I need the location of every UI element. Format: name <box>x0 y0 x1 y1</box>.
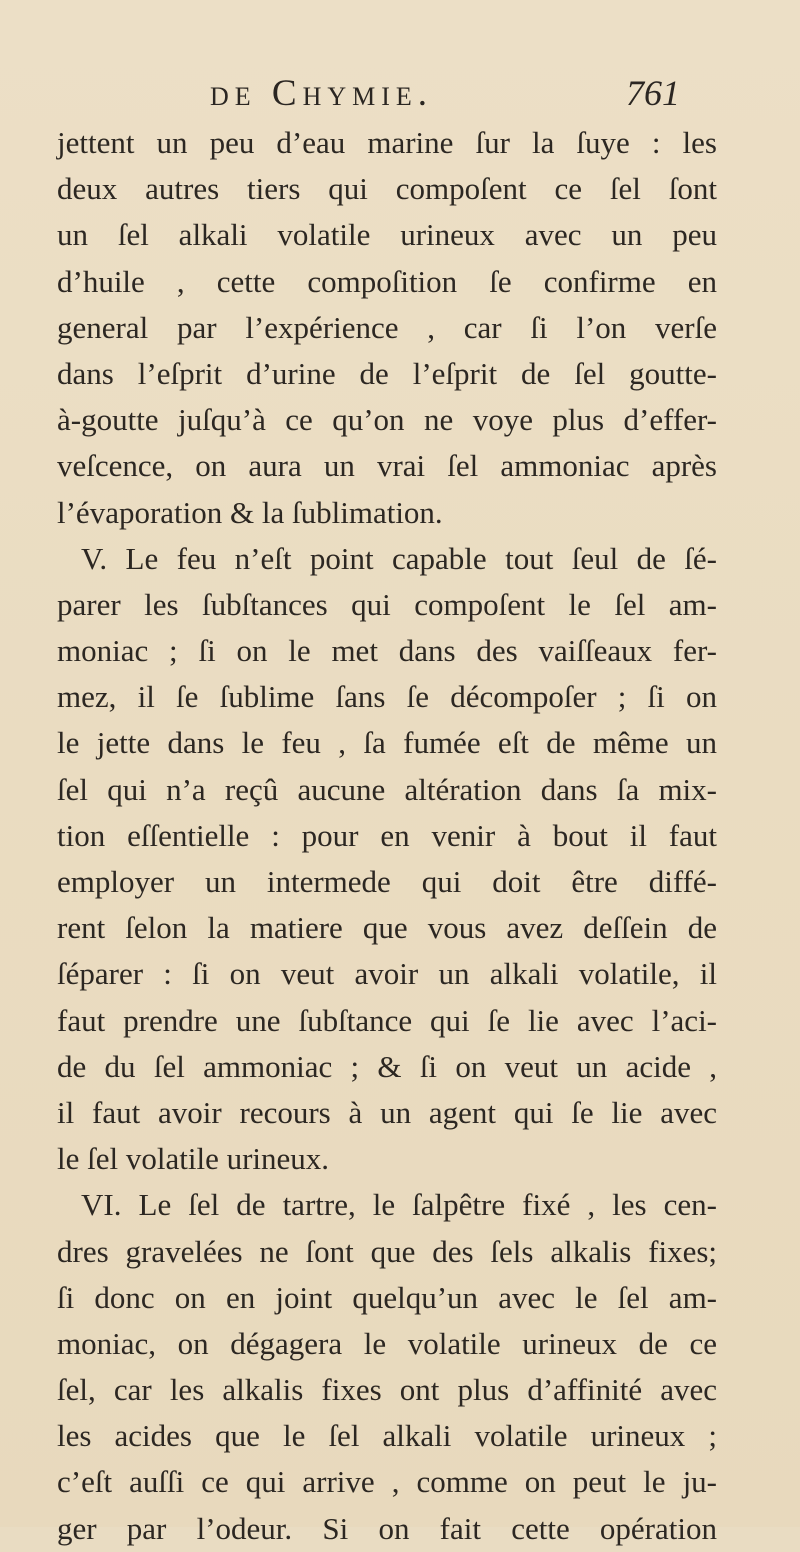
text-line: general par l’expérience , car ſi l’on verſe <box>57 309 717 345</box>
text-line: il faut avoir recours à un agent qui ſe lie avec <box>57 1094 717 1130</box>
text-line: ſéparer : ſi on veut avoir un alkali volatile, il <box>57 956 717 992</box>
text-line: VI. Le ſel de tartre, le ſalpêtre fixé , les cen- <box>81 1187 717 1223</box>
text-line: le ſel volatile urineux. <box>57 1141 330 1177</box>
text-line: dans l’eſprit d’urine de l’eſprit de ſel goutte- <box>57 355 717 391</box>
page-number: 761 <box>626 73 680 113</box>
text-line: c’eſt auſſi ce qui arrive , comme on peut le ju- <box>57 1464 717 1500</box>
running-head <box>210 72 710 118</box>
text-line: dres gravelées ne ſont que des ſels alkalis fixes; <box>57 1233 717 1269</box>
text-line: ger par l’odeur. Si on fait cette opération <box>57 1510 717 1546</box>
text-line: faut prendre une ſubſtance qui ſe lie avec l’aci- <box>57 1002 717 1038</box>
body-text <box>57 120 717 1552</box>
text-line: ſel qui n’a reçû aucune altération dans ſa mix- <box>57 771 717 807</box>
running-head-title: de Chymie. <box>210 73 434 114</box>
text-line: employer un intermede qui doit être diffé- <box>57 864 717 899</box>
text-line: tion eſſentielle : pour en venir à bout il faut <box>57 817 717 853</box>
text-line: l’évaporation & la ſublimation. <box>57 494 443 530</box>
text-line: d’huile , cette compoſition ſe confirme en <box>57 263 717 299</box>
text-line: le jette dans le feu , ſa fumée eſt de même un <box>57 725 717 761</box>
text-line: rent ſelon la matiere que vous avez deſſein de <box>57 910 717 946</box>
text-line: les acides que le ſel alkali volatile urineux ; <box>57 1418 717 1454</box>
text-line: un ſel alkali volatile urineux avec un peu <box>57 217 717 253</box>
text-line: moniac ; ſi on le met dans des vaiſſeaux fer- <box>57 633 717 669</box>
text-line: moniac, on dégagera le volatile urineux de ce <box>57 1325 717 1361</box>
text-line: ſel, car les alkalis fixes ont plus d’affinité avec <box>57 1372 717 1408</box>
text-line: de du ſel ammoniac ; & ſi on veut un acide , <box>57 1048 717 1084</box>
text-line: ſi donc on en joint quelqu’un avec le ſel am- <box>57 1279 717 1315</box>
text-line: à-goutte juſqu’à ce qu’on ne voye plus d’effer- <box>57 402 717 438</box>
text-line: jettent un peu d’eau marine ſur la ſuye : les <box>57 125 717 160</box>
text-line: parer les ſubſtances qui compoſent le ſel am- <box>57 586 717 622</box>
text-line: V. Le feu n’eſt point capable tout ſeul de ſé- <box>81 540 717 576</box>
text-line: veſcence, on aura un vrai ſel ammoniac après <box>57 448 717 484</box>
text-line: deux autres tiers qui compoſent ce ſel ſont <box>57 171 717 207</box>
text-line: mez, il ſe ſublime ſans ſe décompoſer ; ſi on <box>57 679 717 715</box>
